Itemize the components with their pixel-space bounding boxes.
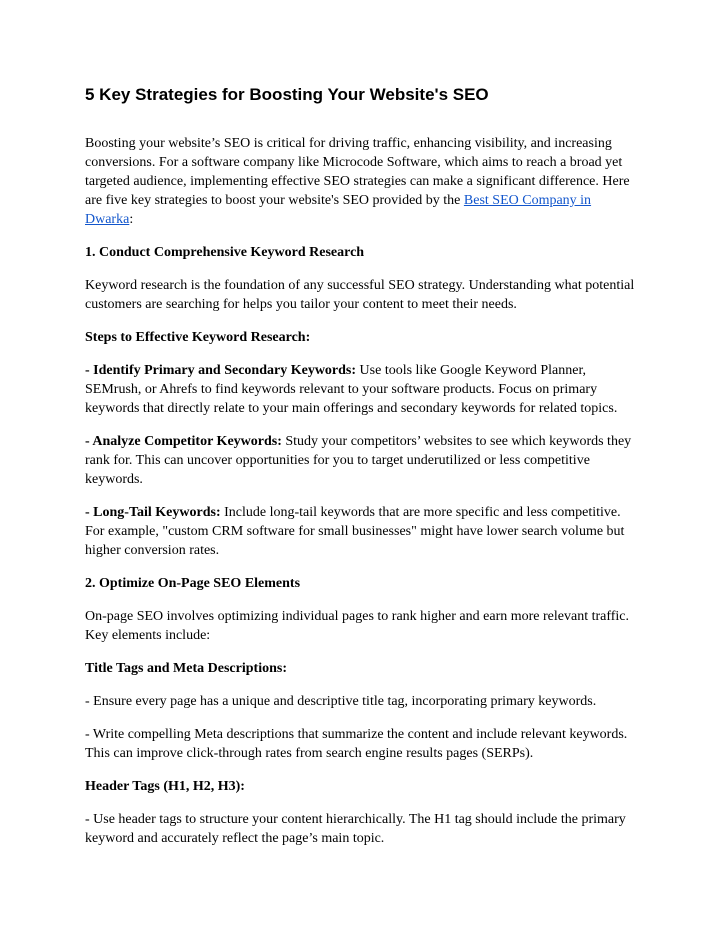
step-label: - Identify Primary and Secondary Keywords: [85, 363, 357, 378]
header-tags-item: - Use header tags to structure your content hierarchically. The H1 tag should include the primary keyword and accurately reflect the page’s main topic. [85, 812, 626, 846]
best-seo-company-link[interactable]: Best SEO Company in Dwarka [85, 193, 592, 227]
step-label: - Analyze Competitor Keywords: [85, 434, 282, 449]
step-label: - Long-Tail Keywords: [85, 505, 221, 520]
step-text: Include long-tail keywords that are more specific and less competitive. For example, "custom CRM software for small businesses" might have lower search volume but higher conversion rates. [85, 505, 625, 558]
title-tags-heading: Title Tags and Meta Descriptions: [85, 661, 287, 676]
intro-after-link: : [129, 212, 134, 227]
keyword-step-long-tail [85, 503, 640, 560]
keyword-step-competitor [85, 432, 640, 489]
step-text: Study your competitors’ websites to see which keywords they rank for. This can uncover opportunities for you to target underutilized or less competitive keywords. [85, 434, 632, 487]
intro-paragraph [85, 134, 640, 229]
section2-heading: 2. Optimize On-Page SEO Elements [85, 576, 301, 591]
step-text: Use tools like Google Keyword Planner, SEMrush, or Ahrefs to find keywords relevant to your software products. Focus on primary keywords that directly relate to your main offerings and secondary keywords for related topics. [85, 363, 618, 416]
document-title: 5 Key Strategies for Boosting Your Website's SEO [85, 85, 489, 104]
meta-descriptions-item: - Write compelling Meta descriptions that summarize the content and include relevant keywords. This can improve click-through rates from search engine results pages (SERPs). [85, 727, 628, 761]
section2-paragraph: On-page SEO involves optimizing individual pages to rank higher and earn more relevant traffic. Key elements include: [85, 609, 630, 643]
keyword-step-primary-secondary [85, 361, 640, 418]
title-tags-item: - Ensure every page has a unique and descriptive title tag, incorporating primary keywords. [85, 694, 597, 709]
section1-subheading: Steps to Effective Keyword Research: [85, 330, 311, 345]
header-tags-heading: Header Tags (H1, H2, H3): [85, 779, 245, 794]
document-page [85, 84, 640, 862]
section1-heading: 1. Conduct Comprehensive Keyword Research [85, 245, 365, 260]
section1-paragraph: Keyword research is the foundation of any successful SEO strategy. Understanding what potential customers are searching for helps you tailor your content to meet their needs. [85, 278, 635, 312]
intro-text: Boosting your website’s SEO is critical for driving traffic, enhancing visibility, and increasing conversions. For a software company like Microcode Software, which aims to reach a broad yet targeted audience, implementing effective SEO strategies can make a significant difference. Here are five key strategies to boost your website's SEO provided by the [85, 136, 630, 208]
